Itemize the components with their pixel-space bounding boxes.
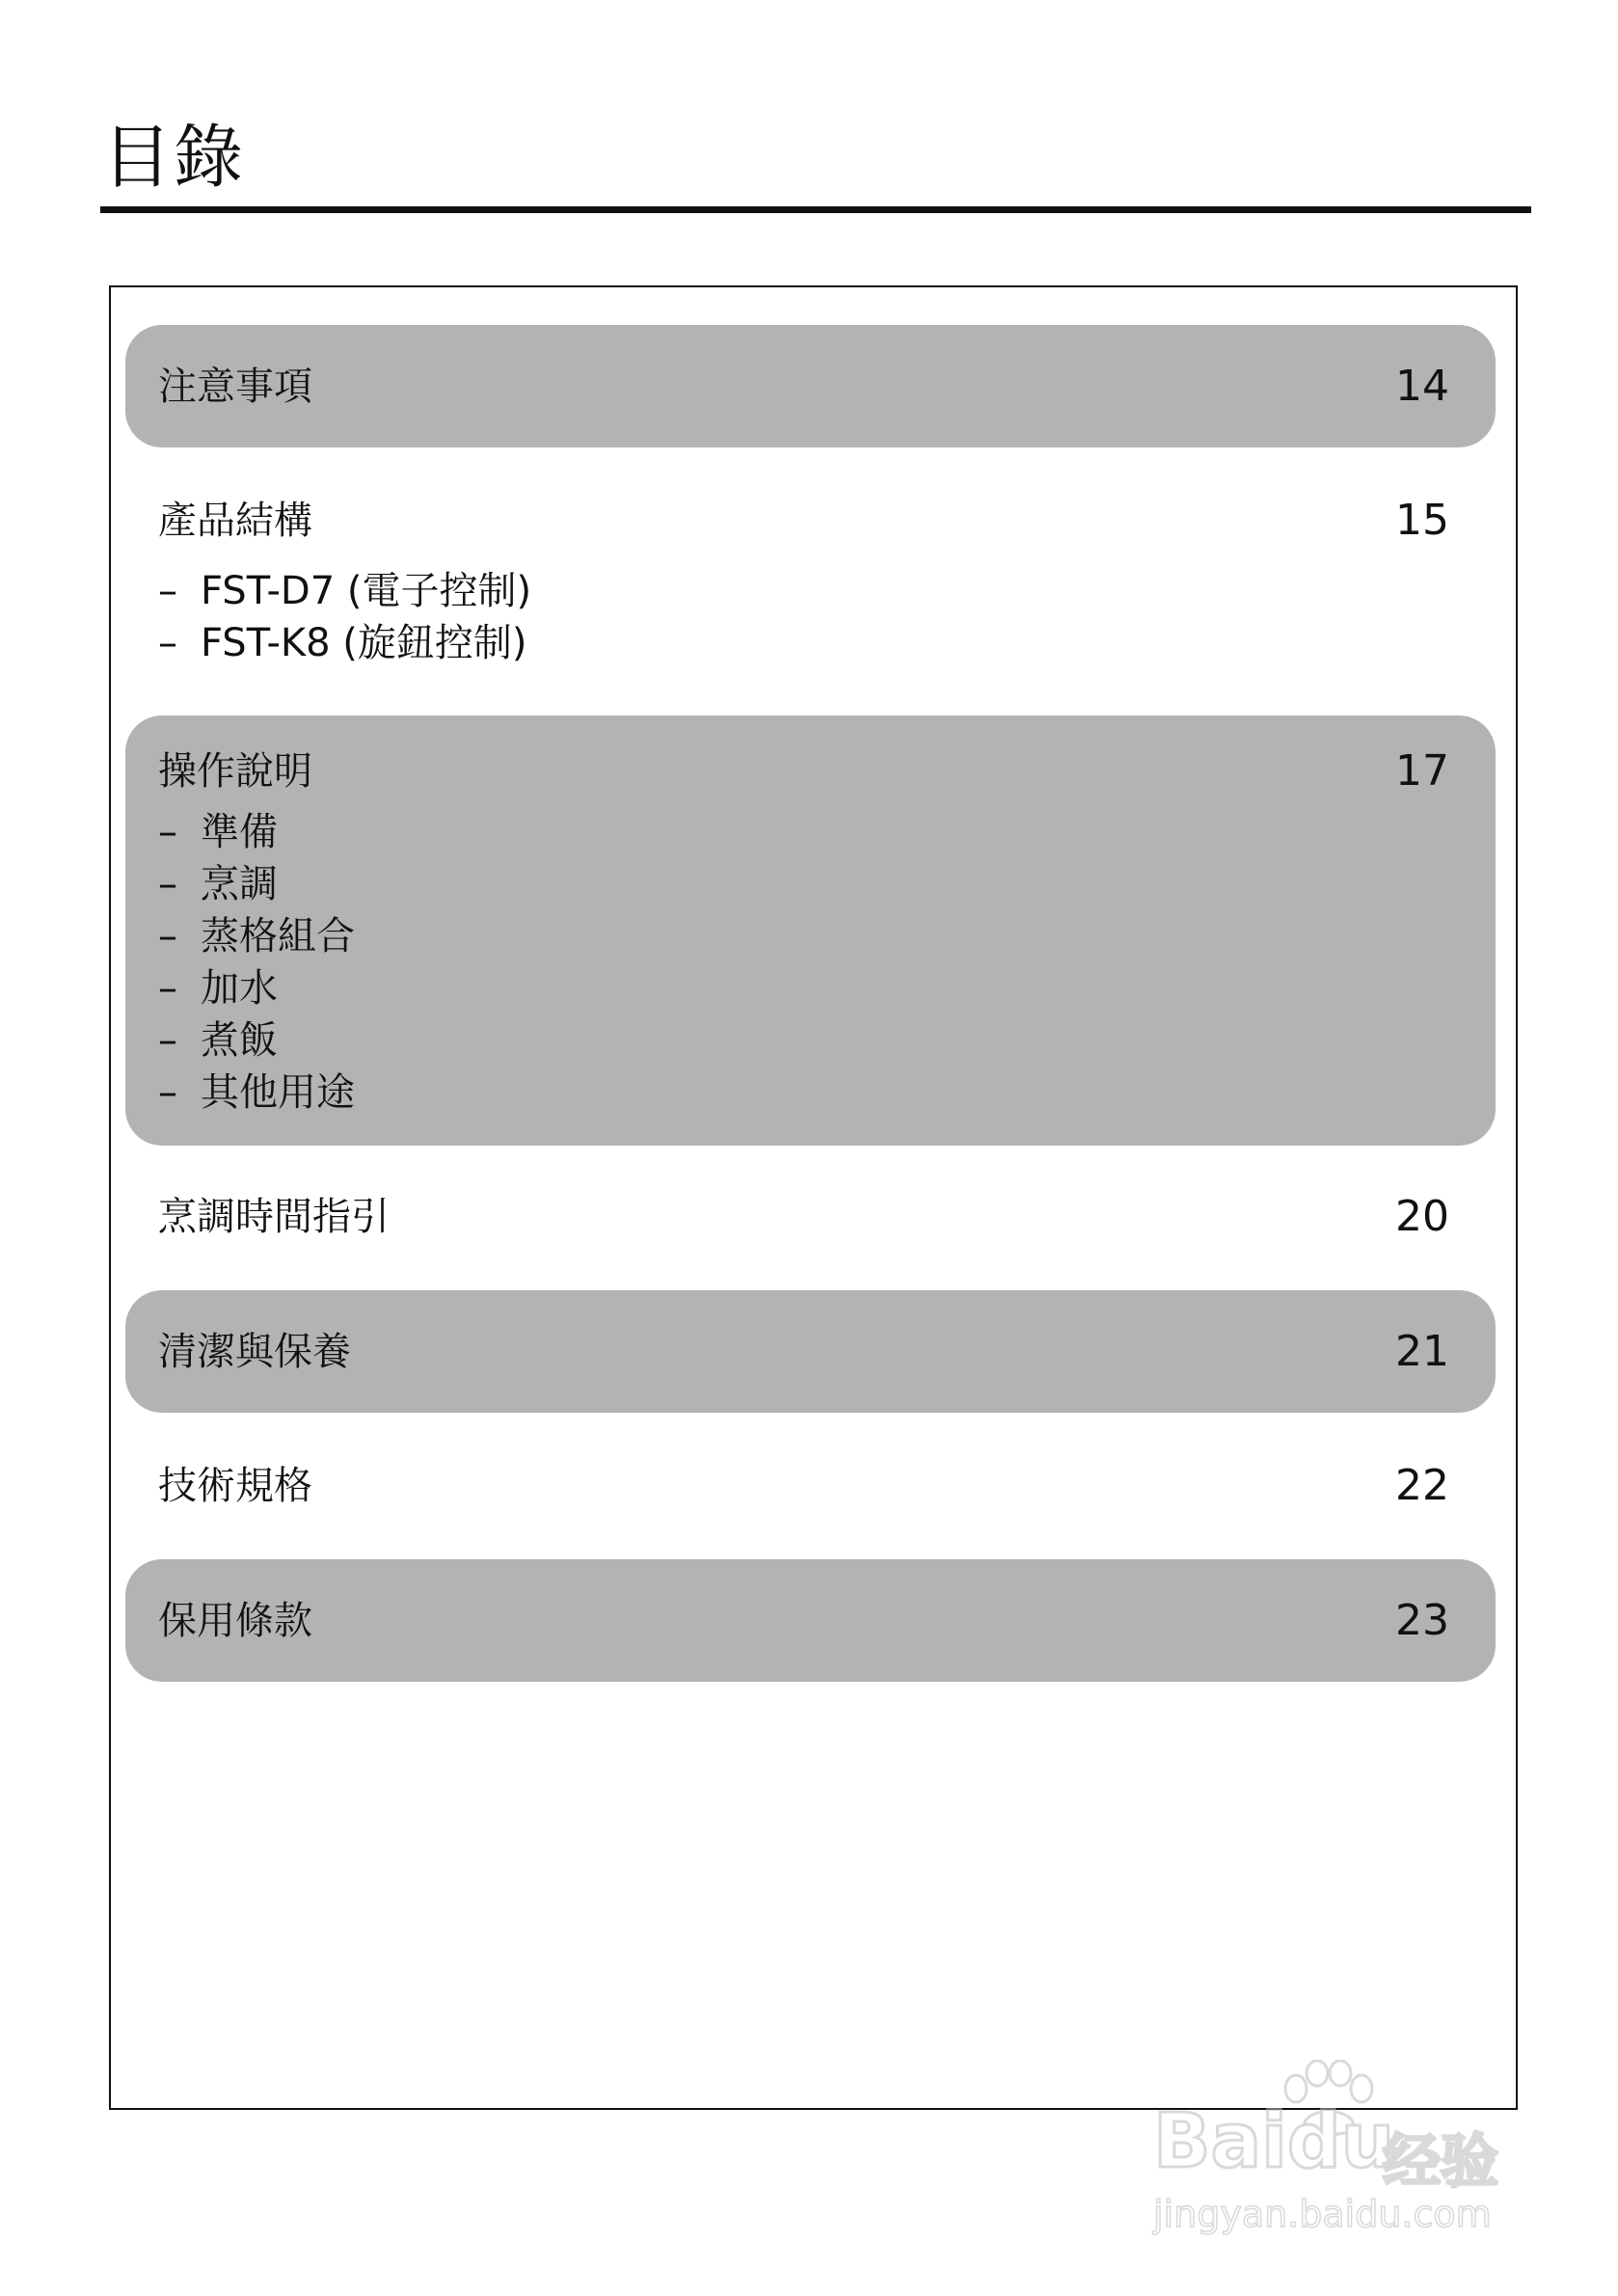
toc-entry-precautions[interactable] xyxy=(125,325,1496,447)
toc-subitem: – 加水 xyxy=(158,962,355,1014)
toc-subitem: – FST-D7 (電子控制) xyxy=(158,565,531,617)
toc-subitem-list xyxy=(158,565,531,669)
toc-entry-title: 清潔與保養 xyxy=(158,1330,351,1374)
toc-subitem: – 烹調 xyxy=(158,858,355,910)
toc-entry-cleaning[interactable] xyxy=(125,1290,1496,1413)
toc-entry-page: 21 xyxy=(1395,1327,1449,1376)
toc-entry-page: 14 xyxy=(1395,362,1449,411)
toc-entry-specifications[interactable] xyxy=(125,1463,1496,1517)
toc-subitem-list xyxy=(158,806,355,1119)
toc-subitem: – 其他用途 xyxy=(158,1067,355,1119)
toc-entry-title: 保用條款 xyxy=(158,1599,312,1643)
toc-entry-page: 20 xyxy=(1395,1192,1449,1241)
toc-entry-page: 17 xyxy=(1395,746,1449,796)
toc-subitem: – 蒸格組合 xyxy=(158,910,355,962)
toc-subitem: – 準備 xyxy=(158,806,355,858)
toc-entry-title: 技術規格 xyxy=(158,1464,312,1508)
watermark-product: 经验 xyxy=(1383,2128,1498,2196)
watermark-url: jingyan.baidu.com xyxy=(1153,2193,1492,2235)
toc-subitem: – FST-K8 (旋鈕控制) xyxy=(158,617,531,669)
page-title: 目錄 xyxy=(102,117,246,198)
baidu-watermark xyxy=(1153,2060,1539,2253)
toc-entry-cooking-guide[interactable] xyxy=(125,1194,1496,1248)
toc-entry-page: 15 xyxy=(1395,496,1449,545)
toc-entry-title: 注意事項 xyxy=(158,365,312,409)
toc-entry-page: 23 xyxy=(1395,1596,1449,1645)
toc-subitem: – 煮飯 xyxy=(158,1014,355,1067)
toc-entry-warranty[interactable] xyxy=(125,1559,1496,1682)
toc-entry-title: 產品結構 xyxy=(158,499,312,543)
toc-entry-title: 操作說明 xyxy=(158,749,312,794)
toc-entry-product-structure[interactable] xyxy=(125,498,1496,681)
toc-entry-page: 22 xyxy=(1395,1461,1449,1510)
title-rule xyxy=(100,206,1531,213)
toc-entry-operation[interactable] xyxy=(125,716,1496,1146)
toc-entry-title: 烹調時間指引 xyxy=(158,1195,390,1239)
watermark-brand: Baidu xyxy=(1153,2098,1395,2185)
